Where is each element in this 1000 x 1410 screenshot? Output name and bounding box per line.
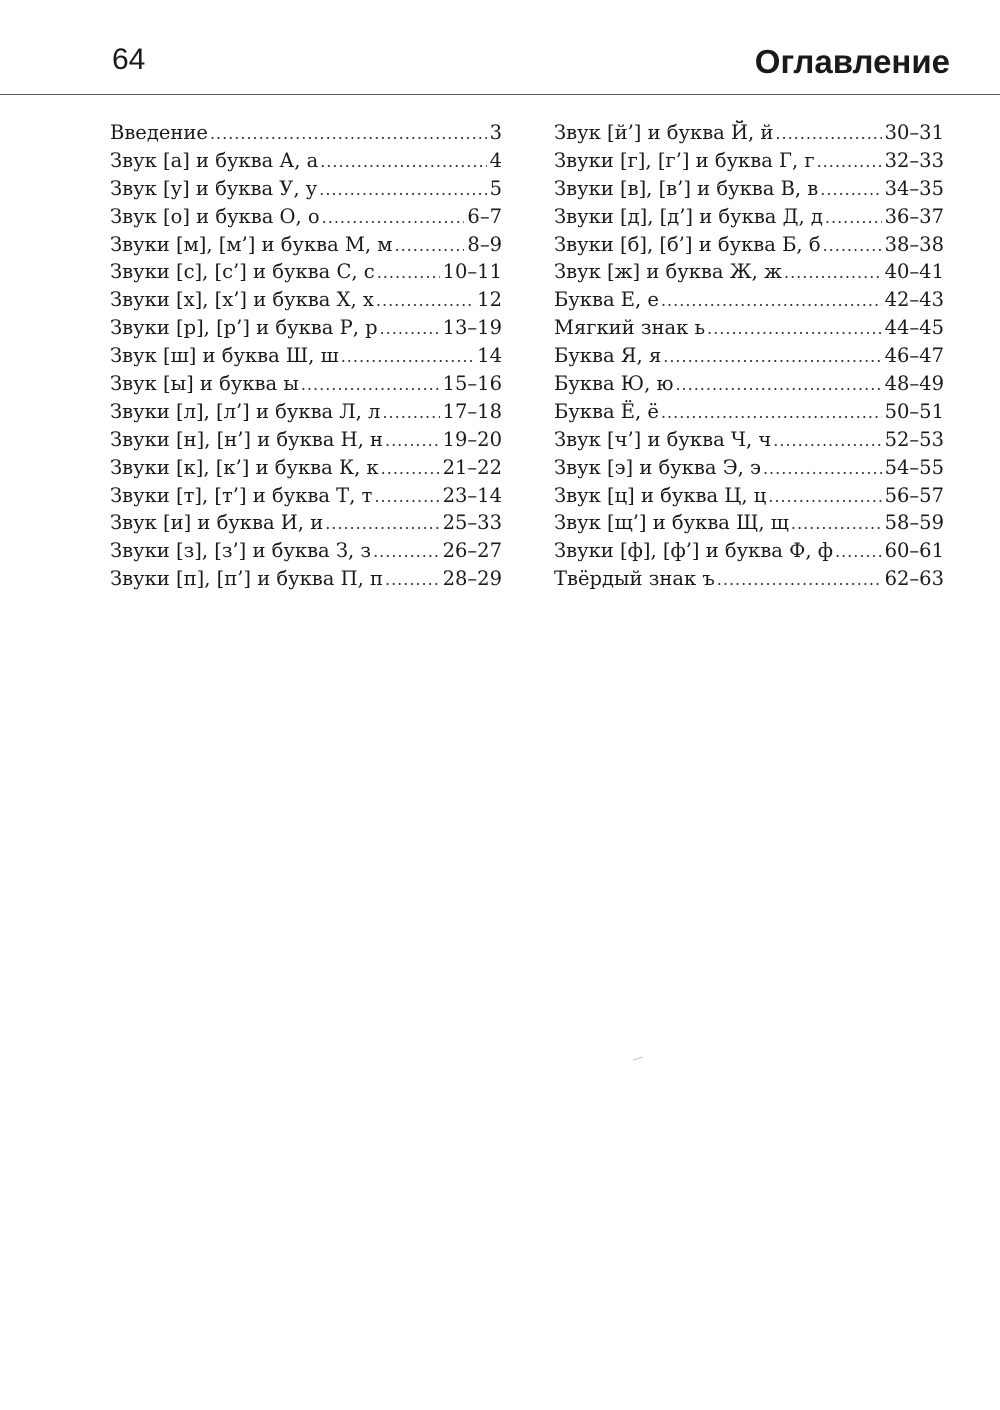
toc-entry-page: 60–61 [884,539,944,563]
toc-entry [554,175,944,203]
toc-entry-page: 6–7 [467,204,502,228]
toc-entry [110,454,502,482]
toc-entry-page: 26–27 [442,539,502,563]
toc-dot-leader [791,510,882,538]
toc-entry [554,370,944,398]
toc-entry-title: Звук [о] и буква О, о [110,204,320,228]
toc-entry-page: 44–45 [884,316,944,340]
toc-dot-leader [820,176,881,204]
toc-entry-title: Введение [110,121,208,144]
toc-dot-leader [661,287,882,315]
toc-dot-leader [825,204,882,232]
toc-entry [110,370,502,398]
toc-entry [554,565,944,593]
toc-dot-leader [823,232,882,260]
toc-entry [554,482,944,510]
toc-entry-page: 4 [489,148,502,172]
toc-entry [554,426,944,454]
toc-dot-leader [377,259,440,287]
toc-dot-leader [817,148,882,176]
toc-entry-title: Звуки [п], [п’] и буква П, п [110,567,383,591]
toc-dot-leader [319,176,486,204]
toc-dot-leader [210,120,487,148]
toc-dot-leader [373,538,440,566]
toc-entry [110,286,502,314]
toc-dot-leader [380,315,440,343]
toc-entry [554,314,944,342]
toc-entry-title: Звуки [н], [н’] и буква Н, н [110,427,383,451]
toc-entry-title: Звук [и] и буква И, и [110,511,324,535]
toc-entry-title: Буква Ё, ё [554,399,659,423]
toc-entry-title: Звуки [л], [л’] и буква Л, л [110,399,381,423]
toc-entry-title: Звук [э] и буква Э, э [554,455,761,479]
toc-entry-page: 62–63 [884,567,944,591]
toc-entry [110,342,502,370]
toc-dot-leader [675,371,881,399]
toc-entry [554,342,944,370]
toc-entry-title: Звуки [з], [з’] и буква З, з [110,539,372,563]
toc-entry-page: 52–53 [884,427,944,451]
toc-entry [554,454,944,482]
toc-dot-leader [382,399,439,427]
toc-dot-leader [775,120,881,148]
toc-entry [110,258,502,286]
toc-entry [110,565,502,593]
toc-entry [554,398,944,426]
toc-entry-page: 38–38 [884,232,944,256]
toc-entry [110,119,502,147]
toc-entry-page: 54–55 [884,455,944,479]
toc-entry-page: 10–11 [442,260,502,284]
toc-dot-leader [381,455,440,483]
toc-entry [110,231,502,259]
toc-entry [554,258,944,286]
toc-entry-page: 3 [489,121,502,144]
toc-entry [554,537,944,565]
toc-entry [110,398,502,426]
toc-dot-leader [374,483,439,511]
toc-entry-title: Звук [щ’] и буква Щ, щ [554,511,789,535]
toc-entry-page: 42–43 [884,288,944,312]
toc-dot-leader [835,538,882,566]
toc-entry-page: 12 [477,288,502,312]
toc-entry [110,482,502,510]
toc-entry-title: Звуки [в], [в’] и буква В, в [554,176,819,200]
toc-entry-page: 48–49 [884,372,944,396]
toc-entry [554,203,944,231]
toc-entry [110,426,502,454]
toc-entry-title: Звуки [х], [х’] и буква Х, х [110,288,374,312]
toc-entry-page: 19–20 [442,427,502,451]
toc-entry-title: Звуки [д], [д’] и буква Д, д [554,204,823,228]
toc-entry-title: Мягкий знак ь [554,316,706,340]
toc-entry-title: Звуки [т], [т’] и буква Т, т [110,483,373,507]
toc-dot-leader [376,287,474,315]
toc-entry-page: 21–22 [442,455,502,479]
toc-entry-title: Звуки [г], [г’] и буква Г, г [554,148,815,172]
toc-entry-page: 56–57 [884,483,944,507]
toc-entry-page: 5 [489,176,502,200]
toc-dot-leader [661,399,882,427]
toc-entry-title: Звуки [ф], [ф’] и буква Ф, ф [554,539,833,563]
toc-dot-leader [663,343,881,371]
toc-entry-page: 36–37 [884,204,944,228]
toc-entry-title: Звуки [с], [с’] и буква С, с [110,260,375,284]
toc-entry-title: Звук [у] и буква У, у [110,176,318,200]
toc-entry [554,286,944,314]
toc-dot-leader [763,455,882,483]
toc-entry-page: 50–51 [884,399,944,423]
toc-entry [554,147,944,175]
toc-left-column [110,119,502,593]
toc-entry [110,537,502,565]
toc-dot-leader [784,259,882,287]
toc-entry [554,119,944,147]
toc-entry [110,314,502,342]
toc-entry-title: Звуки [к], [к’] и буква К, к [110,455,379,479]
toc-dot-leader [717,566,882,594]
toc-entry-title: Звук [ы] и буква ы [110,372,299,396]
page-title: Оглавление [754,43,950,80]
toc-entry-title: Буква Ю, ю [554,372,674,396]
toc-dot-leader [322,204,465,232]
toc-entry-page: 17–18 [442,399,502,423]
toc-entry-title: Звук [ш] и буква Ш, ш [110,344,339,368]
toc-entry-title: Звук [ц] и буква Ц, ц [554,483,767,507]
toc-dot-leader [320,148,486,176]
toc-entry-page: 13–19 [442,316,502,340]
toc-entry [110,147,502,175]
toc-entry [110,203,502,231]
toc-entry-title: Звук [й’] и буква Й, й [554,121,774,144]
toc-entry-title: Твёрдый знак ъ [554,567,715,591]
toc-entry-title: Буква Е, е [554,288,659,312]
toc-right-column [554,119,944,593]
toc-entry-page: 40–41 [884,260,944,284]
header-divider [0,94,1000,95]
toc-entry-title: Буква Я, я [554,344,662,368]
toc-entry-title: Звук [ж] и буква Ж, ж [554,260,782,284]
page-header [0,0,1000,96]
toc-entry [554,231,944,259]
toc-dot-leader [773,427,881,455]
toc-entry-title: Звук [а] и буква А, а [110,148,319,172]
toc-dot-leader [341,343,474,371]
toc-entry-title: Звук [ч’] и буква Ч, ч [554,427,772,451]
page-number: 64 [112,43,146,76]
toc-entry-title: Звуки [б], [б’] и буква Б, б [554,232,821,256]
toc-dot-leader [385,566,440,594]
toc-entry [554,509,944,537]
toc-dot-leader [768,483,881,511]
toc-entry-page: 25–33 [442,511,502,535]
scan-artifact [633,1056,643,1060]
toc-entry-page: 46–47 [884,344,944,368]
toc-entry-page: 58–59 [884,511,944,535]
toc-entry-title: Звуки [м], [м’] и буква М, м [110,232,393,256]
toc-entry-page: 23–14 [442,483,502,507]
toc-dot-leader [325,510,439,538]
toc-dot-leader [707,315,881,343]
toc-entry [110,509,502,537]
toc-entry-page: 8–9 [467,232,502,256]
toc-entry-page: 15–16 [442,372,502,396]
toc-dot-leader [385,427,440,455]
toc-entry-page: 28–29 [442,567,502,591]
toc-entry-page: 30–31 [884,121,944,144]
toc-dot-leader [394,232,464,260]
toc-entry [110,175,502,203]
toc-entry-title: Звуки [р], [р’] и буква Р, р [110,316,378,340]
toc-entry-page: 32–33 [884,148,944,172]
toc-dot-leader [301,371,440,399]
toc-entry-page: 34–35 [884,176,944,200]
toc-entry-page: 14 [477,344,502,368]
